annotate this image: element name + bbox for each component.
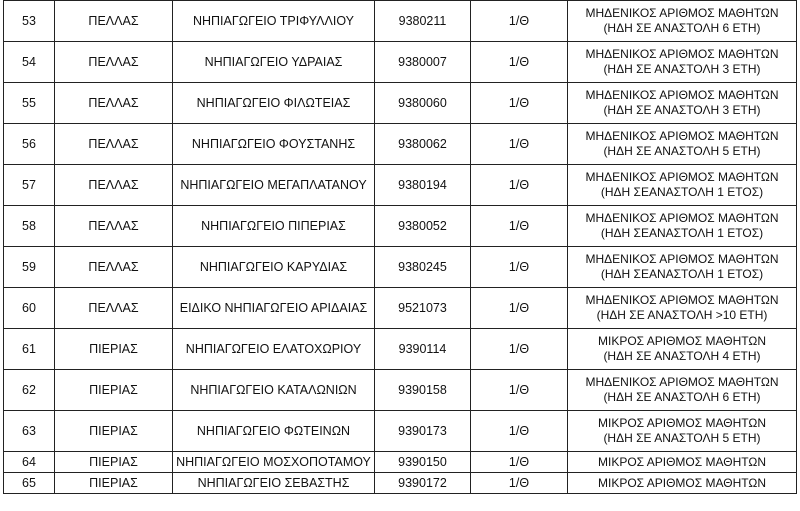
school-type-cell: 1/Θ bbox=[471, 473, 568, 494]
table-row bbox=[4, 329, 797, 370]
school-type-cell: 1/Θ bbox=[471, 411, 568, 452]
school-type-cell: 1/Θ bbox=[471, 1, 568, 42]
school-name-cell: ΝΗΠΙΑΓΩΓΕΙΟ ΤΡΙΦΥΛΛΙΟΥ bbox=[173, 1, 375, 42]
school-type-cell: 1/Θ bbox=[471, 452, 568, 473]
reason-cell bbox=[568, 452, 797, 473]
row-number-cell: 58 bbox=[4, 206, 55, 247]
prefecture-cell: ΠΕΛΛΑΣ bbox=[55, 1, 173, 42]
row-number-cell: 55 bbox=[4, 83, 55, 124]
reason-cell bbox=[568, 411, 797, 452]
row-number-cell: 61 bbox=[4, 329, 55, 370]
reason-line-2: (ΗΔΗ ΣΕ ΑΝΑΣΤΟΛΗ 5 ΕΤΗ) bbox=[603, 431, 761, 445]
prefecture-cell: ΠΕΛΛΑΣ bbox=[55, 42, 173, 83]
school-name-cell: ΝΗΠΙΑΓΩΓΕΙΟ ΦΟΥΣΤΑΝΗΣ bbox=[173, 124, 375, 165]
school-code-cell: 9521073 bbox=[375, 288, 471, 329]
reason-line-2: (ΗΔΗ ΣΕ ΑΝΑΣΤΟΛΗ 6 ΕΤΗ) bbox=[603, 21, 761, 35]
table-row bbox=[4, 124, 797, 165]
reason-line-1: ΜΗΔΕΝΙΚΟΣ ΑΡΙΘΜΟΣ ΜΑΘΗΤΩΝ bbox=[585, 47, 779, 61]
reason-line-2: (ΗΔΗ ΣΕ ΑΝΑΣΤΟΛΗ 5 ΕΤΗ) bbox=[603, 144, 761, 158]
reason-cell bbox=[568, 473, 797, 494]
school-name-cell: ΝΗΠΙΑΓΩΓΕΙΟ ΜΕΓΑΠΛΑΤΑΝΟΥ bbox=[173, 165, 375, 206]
reason-line-2: (ΗΔΗ ΣΕ ΑΝΑΣΤΟΛΗ >10 ΕΤΗ) bbox=[596, 308, 768, 322]
school-type-cell: 1/Θ bbox=[471, 247, 568, 288]
table-row bbox=[4, 452, 797, 473]
reason-cell bbox=[568, 288, 797, 329]
school-type-cell: 1/Θ bbox=[471, 329, 568, 370]
school-name-cell: ΝΗΠΙΑΓΩΓΕΙΟ ΕΛΑΤΟΧΩΡΙΟΥ bbox=[173, 329, 375, 370]
row-number-cell: 64 bbox=[4, 452, 55, 473]
reason-line-1: ΜΗΔΕΝΙΚΟΣ ΑΡΙΘΜΟΣ ΜΑΘΗΤΩΝ bbox=[585, 129, 779, 143]
table-row bbox=[4, 411, 797, 452]
reason-cell bbox=[568, 206, 797, 247]
prefecture-cell: ΠΙΕΡΙΑΣ bbox=[55, 370, 173, 411]
school-type-cell: 1/Θ bbox=[471, 124, 568, 165]
school-code-cell: 9390158 bbox=[375, 370, 471, 411]
school-code-cell: 9380062 bbox=[375, 124, 471, 165]
reason-line-2: (ΗΔΗ ΣΕΑΝΑΣΤΟΛΗ 1 ΕΤΟΣ) bbox=[600, 226, 764, 240]
reason-cell bbox=[568, 329, 797, 370]
reason-line-2: (ΗΔΗ ΣΕ ΑΝΑΣΤΟΛΗ 3 ΕΤΗ) bbox=[603, 62, 761, 76]
school-code-cell: 9390173 bbox=[375, 411, 471, 452]
school-type-cell: 1/Θ bbox=[471, 288, 568, 329]
reason-line-1: ΜΙΚΡΟΣ ΑΡΙΘΜΟΣ ΜΑΘΗΤΩΝ bbox=[597, 334, 767, 348]
reason-line-1: ΜΗΔΕΝΙΚΟΣ ΑΡΙΘΜΟΣ ΜΑΘΗΤΩΝ bbox=[585, 252, 779, 266]
table-row bbox=[4, 288, 797, 329]
school-name-cell: ΝΗΠΙΑΓΩΓΕΙΟ ΦΙΛΩΤΕΙΑΣ bbox=[173, 83, 375, 124]
table-row bbox=[4, 473, 797, 494]
school-name-cell: ΝΗΠΙΑΓΩΓΕΙΟ ΦΩΤΕΙΝΩΝ bbox=[173, 411, 375, 452]
school-type-cell: 1/Θ bbox=[471, 42, 568, 83]
reason-line-1: ΜΗΔΕΝΙΚΟΣ ΑΡΙΘΜΟΣ ΜΑΘΗΤΩΝ bbox=[585, 170, 779, 184]
school-type-cell: 1/Θ bbox=[471, 206, 568, 247]
school-code-cell: 9380245 bbox=[375, 247, 471, 288]
reason-line-1: ΜΙΚΡΟΣ ΑΡΙΘΜΟΣ ΜΑΘΗΤΩΝ bbox=[597, 454, 767, 469]
school-name-cell: ΝΗΠΙΑΓΩΓΕΙΟ ΚΑΤΑΛΩΝΙΩΝ bbox=[173, 370, 375, 411]
reason-line-1: ΜΙΚΡΟΣ ΑΡΙΘΜΟΣ ΜΑΘΗΤΩΝ bbox=[597, 475, 767, 490]
prefecture-cell: ΠΕΛΛΑΣ bbox=[55, 165, 173, 206]
reason-line-1: ΜΗΔΕΝΙΚΟΣ ΑΡΙΘΜΟΣ ΜΑΘΗΤΩΝ bbox=[585, 293, 779, 307]
reason-line-1: ΜΗΔΕΝΙΚΟΣ ΑΡΙΘΜΟΣ ΜΑΘΗΤΩΝ bbox=[585, 375, 779, 389]
reason-line-1: ΜΗΔΕΝΙΚΟΣ ΑΡΙΘΜΟΣ ΜΑΘΗΤΩΝ bbox=[585, 211, 779, 225]
school-type-cell: 1/Θ bbox=[471, 165, 568, 206]
reason-cell bbox=[568, 370, 797, 411]
school-code-cell: 9380007 bbox=[375, 42, 471, 83]
prefecture-cell: ΠΙΕΡΙΑΣ bbox=[55, 452, 173, 473]
prefecture-cell: ΠΕΛΛΑΣ bbox=[55, 206, 173, 247]
school-type-cell: 1/Θ bbox=[471, 370, 568, 411]
table-row bbox=[4, 370, 797, 411]
reason-line-2: (ΗΔΗ ΣΕ ΑΝΑΣΤΟΛΗ 3 ΕΤΗ) bbox=[603, 103, 761, 117]
prefecture-cell: ΠΙΕΡΙΑΣ bbox=[55, 329, 173, 370]
prefecture-cell: ΠΕΛΛΑΣ bbox=[55, 83, 173, 124]
table-row bbox=[4, 83, 797, 124]
row-number-cell: 53 bbox=[4, 1, 55, 42]
schools-table bbox=[3, 0, 797, 494]
row-number-cell: 62 bbox=[4, 370, 55, 411]
school-code-cell: 9380060 bbox=[375, 83, 471, 124]
row-number-cell: 56 bbox=[4, 124, 55, 165]
table-row bbox=[4, 247, 797, 288]
school-type-cell: 1/Θ bbox=[471, 83, 568, 124]
school-name-cell: ΝΗΠΙΑΓΩΓΕΙΟ ΜΟΣΧΟΠΟΤΑΜΟΥ bbox=[173, 452, 375, 473]
school-code-cell: 9380211 bbox=[375, 1, 471, 42]
prefecture-cell: ΠΕΛΛΑΣ bbox=[55, 288, 173, 329]
school-code-cell: 9390150 bbox=[375, 452, 471, 473]
reason-cell bbox=[568, 1, 797, 42]
reason-line-2: (ΗΔΗ ΣΕΑΝΑΣΤΟΛΗ 1 ΕΤΟΣ) bbox=[600, 267, 764, 281]
reason-line-1: ΜΗΔΕΝΙΚΟΣ ΑΡΙΘΜΟΣ ΜΑΘΗΤΩΝ bbox=[585, 6, 779, 20]
school-name-cell: ΕΙΔΙΚΟ ΝΗΠΙΑΓΩΓΕΙΟ ΑΡΙΔΑΙΑΣ bbox=[173, 288, 375, 329]
school-code-cell: 9380052 bbox=[375, 206, 471, 247]
prefecture-cell: ΠΙΕΡΙΑΣ bbox=[55, 473, 173, 494]
reason-line-2: (ΗΔΗ ΣΕΑΝΑΣΤΟΛΗ 1 ΕΤΟΣ) bbox=[600, 185, 764, 199]
reason-line-2: (ΗΔΗ ΣΕ ΑΝΑΣΤΟΛΗ 6 ΕΤΗ) bbox=[603, 390, 761, 404]
school-code-cell: 9390172 bbox=[375, 473, 471, 494]
row-number-cell: 54 bbox=[4, 42, 55, 83]
prefecture-cell: ΠΕΛΛΑΣ bbox=[55, 247, 173, 288]
row-number-cell: 60 bbox=[4, 288, 55, 329]
row-number-cell: 59 bbox=[4, 247, 55, 288]
school-code-cell: 9390114 bbox=[375, 329, 471, 370]
row-number-cell: 57 bbox=[4, 165, 55, 206]
reason-cell bbox=[568, 165, 797, 206]
table-row bbox=[4, 165, 797, 206]
reason-line-2: (ΗΔΗ ΣΕ ΑΝΑΣΤΟΛΗ 4 ΕΤΗ) bbox=[603, 349, 761, 363]
table-row bbox=[4, 1, 797, 42]
prefecture-cell: ΠΙΕΡΙΑΣ bbox=[55, 411, 173, 452]
school-name-cell: ΝΗΠΙΑΓΩΓΕΙΟ ΠΙΠΕΡΙΑΣ bbox=[173, 206, 375, 247]
reason-cell bbox=[568, 124, 797, 165]
table-row bbox=[4, 42, 797, 83]
prefecture-cell: ΠΕΛΛΑΣ bbox=[55, 124, 173, 165]
table-body bbox=[4, 1, 797, 494]
school-code-cell: 9380194 bbox=[375, 165, 471, 206]
row-number-cell: 63 bbox=[4, 411, 55, 452]
reason-cell bbox=[568, 42, 797, 83]
school-name-cell: ΝΗΠΙΑΓΩΓΕΙΟ ΣΕΒΑΣΤΗΣ bbox=[173, 473, 375, 494]
reason-line-1: ΜΗΔΕΝΙΚΟΣ ΑΡΙΘΜΟΣ ΜΑΘΗΤΩΝ bbox=[585, 88, 779, 102]
row-number-cell: 65 bbox=[4, 473, 55, 494]
reason-line-1: ΜΙΚΡΟΣ ΑΡΙΘΜΟΣ ΜΑΘΗΤΩΝ bbox=[597, 416, 767, 430]
table-row bbox=[4, 206, 797, 247]
reason-cell bbox=[568, 83, 797, 124]
school-name-cell: ΝΗΠΙΑΓΩΓΕΙΟ ΥΔΡΑΙΑΣ bbox=[173, 42, 375, 83]
reason-cell bbox=[568, 247, 797, 288]
school-name-cell: ΝΗΠΙΑΓΩΓΕΙΟ ΚΑΡΥΔΙΑΣ bbox=[173, 247, 375, 288]
